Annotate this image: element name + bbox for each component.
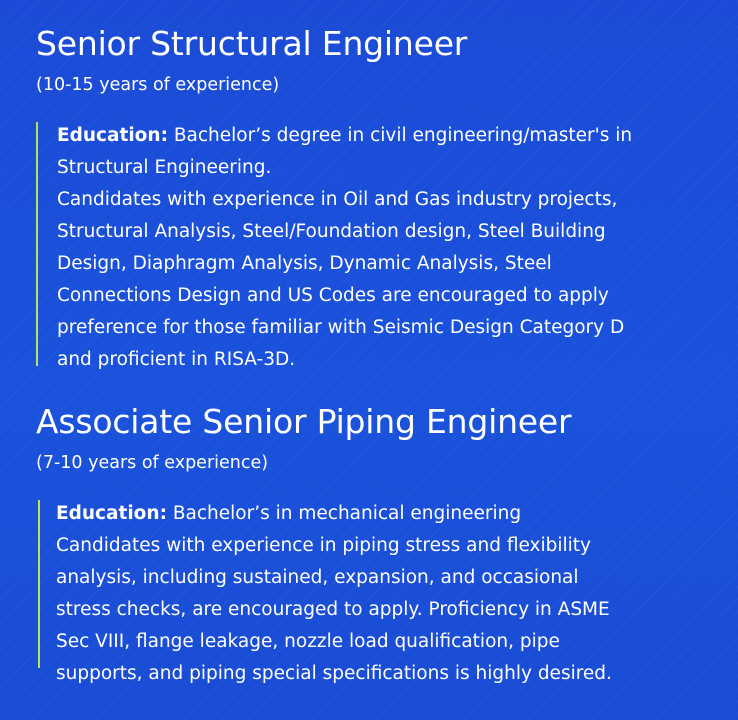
text-line: stress checks, are encouraged to apply. Proficiency in ASME xyxy=(56,599,610,620)
accent-bar xyxy=(36,122,38,366)
text-line: Connections Design and US Codes are encouraged to apply xyxy=(57,285,609,306)
job-posting-senior-structural-engineer xyxy=(0,20,738,376)
accent-bar xyxy=(38,500,40,668)
text-line: Candidates with experience in Oil and Gas industry projects, xyxy=(57,189,618,210)
text-line: preference for those familiar with Seismic Design Category D xyxy=(57,317,625,338)
text-line: Sec VIII, flange leakage, nozzle load qualification, pipe xyxy=(56,631,560,652)
education-line xyxy=(56,498,738,530)
job-title: Associate Senior Piping Engineer xyxy=(36,402,572,441)
requirements-block xyxy=(38,498,738,690)
text-line: and proficient in RISA-3D. xyxy=(57,349,296,370)
job-title: Senior Structural Engineer xyxy=(36,24,468,63)
requirements-text xyxy=(56,498,738,690)
education-text: Bachelor’s degree in civil engineering/master's in xyxy=(167,125,633,146)
text-line: Design, Diaphragm Analysis, Dynamic Analysis, Steel xyxy=(57,253,552,274)
experience-range: (7-10 years of experience) xyxy=(36,453,269,473)
text-line: analysis, including sustained, expansion, and occasional xyxy=(56,567,579,588)
requirements-text xyxy=(57,120,738,376)
requirements-block xyxy=(36,120,738,376)
text-line: Candidates with experience in piping stress and flexibility xyxy=(56,535,591,556)
education-line xyxy=(57,120,738,152)
text-line: Structural Engineering. xyxy=(57,157,272,178)
job-posting-associate-senior-piping-engineer xyxy=(0,398,738,690)
experience-range: (10-15 years of experience) xyxy=(36,75,280,95)
text-line: Structural Analysis, Steel/Foundation design, Steel Building xyxy=(57,221,606,242)
education-text: Bachelor’s in mechanical engineering xyxy=(166,503,522,524)
text-line: supports, and piping special specifications is highly desired. xyxy=(56,663,612,684)
education-label: Education: xyxy=(56,503,167,524)
education-label: Education: xyxy=(57,125,168,146)
